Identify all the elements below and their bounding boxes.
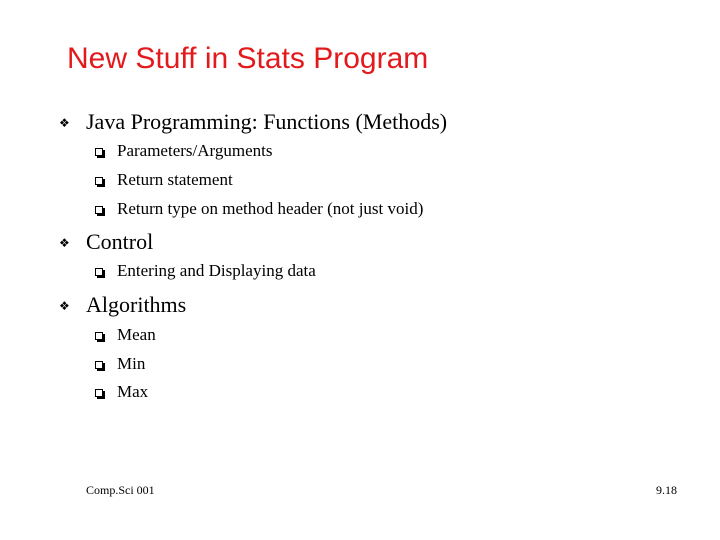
subitem-text: Min [117, 354, 146, 373]
subitem-text: Mean [117, 325, 156, 344]
subitem-text: Max [117, 382, 149, 401]
bullet-text: Algorithms [86, 292, 187, 317]
bullet-text: Java Programming: Functions (Methods) [86, 109, 448, 134]
diamond-bullet-icon: ❖ [59, 116, 70, 130]
subitem-text: Entering and Displaying data [117, 261, 316, 280]
bullet-text: Control [86, 229, 154, 254]
box-bullet-icon [95, 206, 103, 214]
slide-title: New Stuff in Stats Program [67, 42, 429, 75]
box-bullet-icon [95, 177, 103, 185]
box-bullet-icon [95, 268, 103, 276]
footer-page-number: 9.18 [656, 483, 677, 497]
box-bullet-icon [95, 148, 103, 156]
subitem-text: Return statement [117, 170, 233, 189]
box-bullet-icon [95, 389, 103, 397]
diamond-bullet-icon: ❖ [59, 299, 70, 313]
diamond-bullet-icon: ❖ [59, 236, 70, 250]
box-bullet-icon [95, 332, 103, 340]
subitem-text: Return type on method header (not just void) [117, 199, 424, 218]
box-bullet-icon [95, 361, 103, 369]
footer-course: Comp.Sci 001 [86, 483, 155, 497]
subitem-text: Parameters/Arguments [117, 141, 273, 160]
